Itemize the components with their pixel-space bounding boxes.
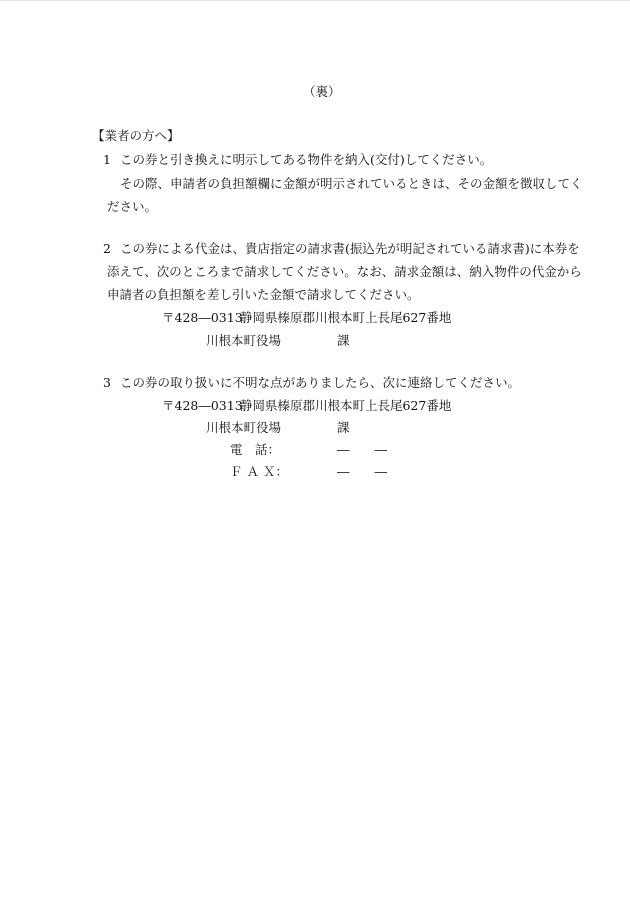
item3-address: 静岡県榛原郡川根本町上長尾627番地	[240, 398, 452, 413]
item3-number: 3	[103, 375, 111, 390]
top-edge	[0, 0, 630, 1]
item3-tel-value: ― ―	[337, 442, 388, 457]
item1-line2: その際、申請者の負担額欄に金額が明示されているときは、その金額を徴収してく	[120, 176, 583, 191]
item3-dept: 課	[337, 420, 350, 435]
item3-postal: 〒428―0313	[162, 398, 243, 413]
item2-dept: 課	[337, 333, 350, 348]
item3-fax-value: ― ―	[337, 464, 388, 479]
item1-line3: ださい。	[107, 199, 158, 214]
item1-number: 1	[103, 152, 111, 167]
item2-line3: 申請者の負担額を差し引いた金額で請求してください。	[107, 287, 420, 302]
item3-tel-label: 電 話：	[230, 442, 281, 457]
item2-number: 2	[103, 241, 111, 256]
item1-line1: この券と引き換えに明示してある物件を納入(交付)してください。	[120, 152, 493, 167]
item2-line1: この券による代金は、貴店指定の請求書(振込先が明記されている請求書)に本券を	[120, 241, 580, 256]
item2-line2: 添えて、次のところまで請求してください。なお、請求金額は、納入物件の代金から	[107, 264, 582, 279]
item2-postal: 〒428―0313	[162, 310, 243, 325]
item3-office: 川根本町役場	[206, 420, 282, 435]
section-title: 【業者の方へ】	[92, 128, 180, 143]
item2-office: 川根本町役場	[206, 333, 282, 348]
item3-fax-label: Ｆ Ａ Ｘ：	[230, 464, 288, 479]
page-heading: （裏）	[303, 84, 341, 99]
item2-address: 静岡県榛原郡川根本町上長尾627番地	[240, 310, 452, 325]
item3-line1: この券の取り扱いに不明な点がありましたら、次に連絡してください。	[120, 375, 521, 390]
